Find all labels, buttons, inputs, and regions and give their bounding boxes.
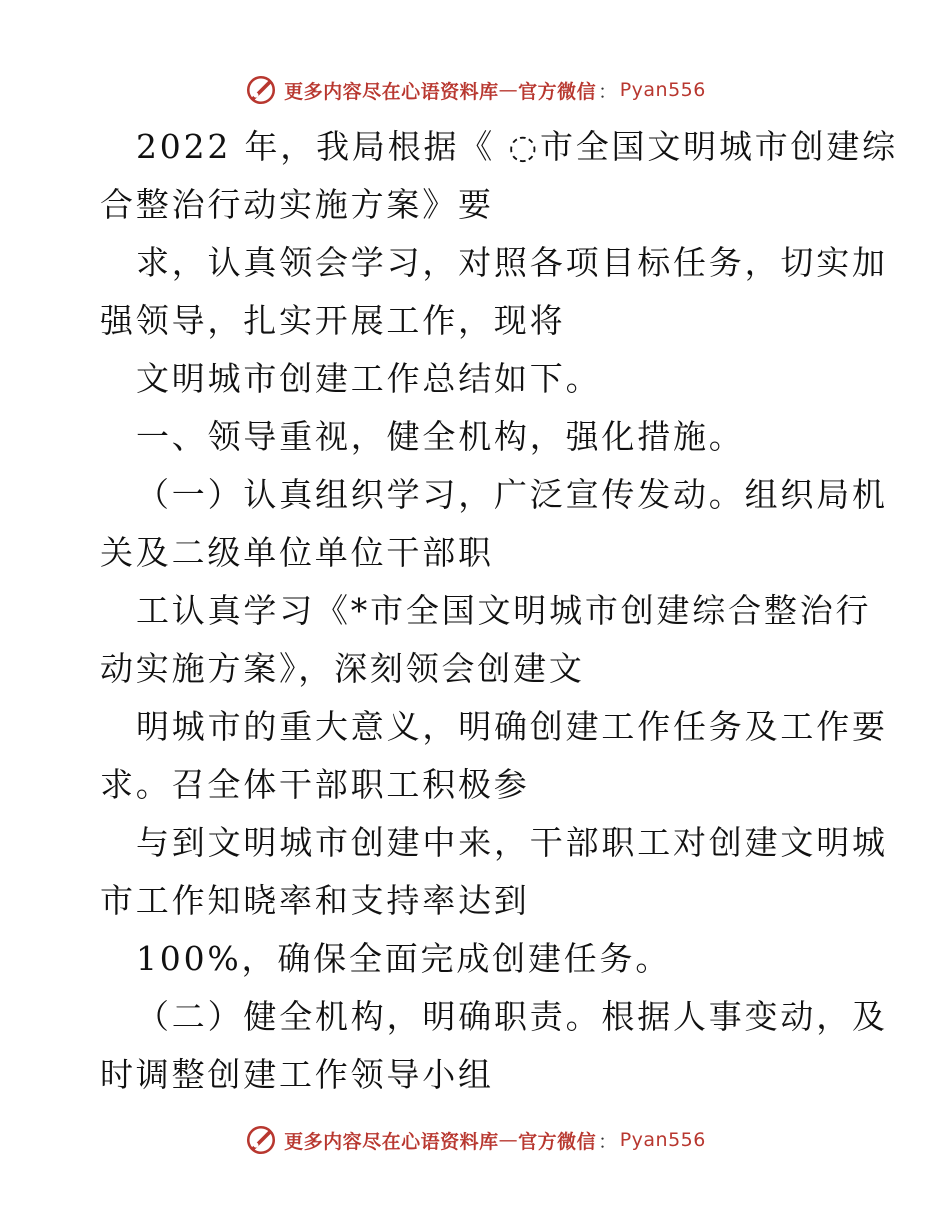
body-line: 工认真学习《*市全国文明城市创建综合整治行 [136,591,872,630]
subsection-heading: （一）认真组织学习，广泛宣传发动。组织局机 [136,475,888,514]
watermark-text: 更多内容尽在心语资料库 [284,80,499,103]
watermark-dash: — [498,1129,519,1151]
header-watermark [0,70,950,110]
body-line: 动实施方案》，深刻领会创建文 [100,649,585,688]
footer-watermark [0,1120,950,1160]
body-line: 文明城市创建工作总结如下。 [136,359,602,398]
watermark-separator: ： [598,80,618,103]
document-body [100,118,898,1104]
body-line: 求，认真领会学习，对照各项目标任务，切实加 [136,243,888,282]
brand-logo-icon [244,1123,278,1157]
watermark-label: 官方微信 [518,1130,597,1153]
subsection-heading: （二）健全机构，明确职责。根据人事变动，及 [136,997,888,1036]
watermark-account: Pyan556 [619,1129,706,1151]
body-line: 时调整创建工作领导小组 [100,1055,494,1094]
watermark-account: Pyan556 [619,79,706,101]
body-line: 关及二级单位单位干部职 [100,533,494,572]
watermark-separator: ： [598,1130,618,1153]
body-line: 强领导，扎实开展工作，现将 [100,301,566,340]
body-line: 求。召全体干部职工积极参 [100,765,530,804]
body-line: 2022 年，我局根据《 ◌市全国文明城市创建综 [136,127,898,166]
body-line: 100%，确保全面完成创建任务。 [136,939,672,978]
brand-logo-icon [244,73,278,107]
body-line: 市工作知晓率和支持率达到 [100,881,530,920]
body-line: 合整治行动实施方案》要 [100,185,494,224]
body-line: 与到文明城市创建中来，干部职工对创建文明城 [136,823,888,862]
section-heading: 一、领导重视，健全机构，强化措施。 [136,417,745,456]
body-line: 明城市的重大意义，明确创建工作任务及工作要 [136,707,888,746]
watermark-label: 官方微信 [518,80,597,103]
watermark-dash: — [498,79,519,101]
watermark-text: 更多内容尽在心语资料库 [284,1130,499,1153]
